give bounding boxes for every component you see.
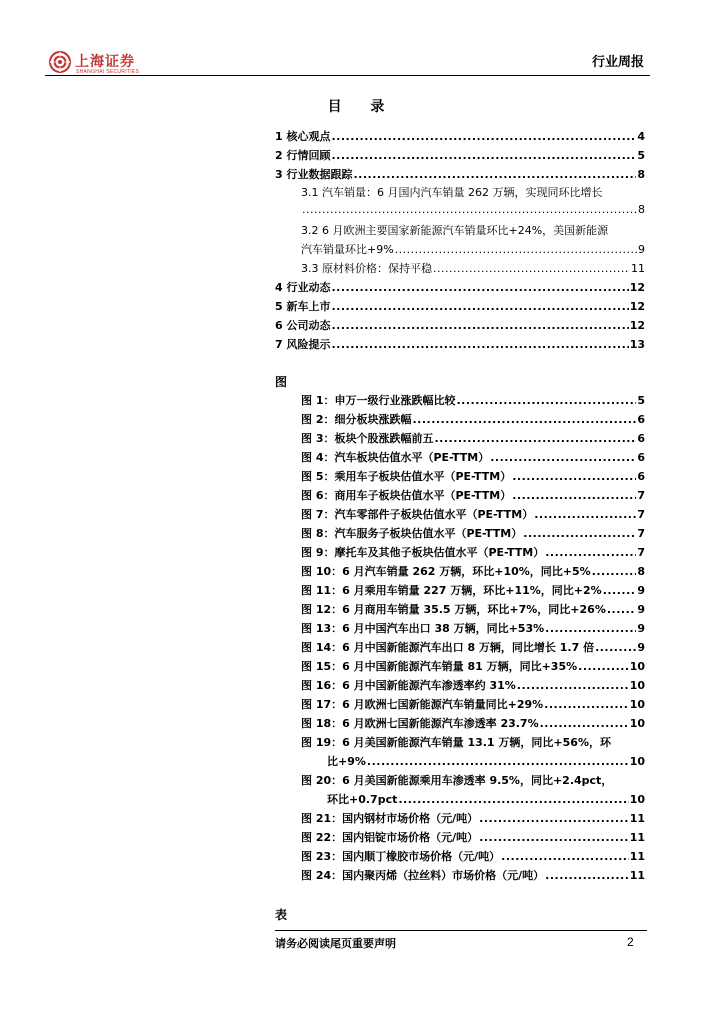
figure-entry[interactable] xyxy=(301,392,645,408)
figure-entry[interactable] xyxy=(301,715,645,731)
toc-entry-page: 8 xyxy=(637,168,645,181)
toc-entry[interactable] xyxy=(275,298,645,314)
toc-subentry[interactable] xyxy=(301,203,645,216)
figure-entry-page: 7 xyxy=(637,546,645,559)
toc-entry-page: 5 xyxy=(637,149,645,162)
figure-entry-label: 图 24：国内聚丙烯（拉丝料）市场价格（元/吨） xyxy=(301,869,545,882)
toc-leader-dots xyxy=(607,603,636,616)
toc-title: 目 录 xyxy=(327,99,397,115)
figure-entry-label-continued: 比+9% xyxy=(327,755,366,768)
figure-entry-label: 图 18：6 月欧洲七国新能源汽车渗透率 23.7% xyxy=(301,717,539,730)
figure-entry-label: 图 23：国内顺丁橡胶市场价格（元/吨） xyxy=(301,850,501,863)
toc-leader-dots xyxy=(545,546,636,559)
figure-entry-label: 图 16：6 月中国新能源汽车渗透率约 31% xyxy=(301,679,516,692)
footer-disclaimer: 请务必阅读尾页重要声明 xyxy=(275,937,396,950)
toc-leader-dots xyxy=(331,300,628,313)
figure-entry[interactable] xyxy=(301,620,645,636)
toc-entry[interactable] xyxy=(275,279,645,295)
figure-entry-label: 图 12：6 月商用车销量 35.5 万辆，环比+7%，同比+26% xyxy=(301,603,606,616)
toc-entry-page: 12 xyxy=(629,281,645,294)
figure-entry[interactable] xyxy=(327,791,645,807)
logo-english-name: SHANGHAI SECURITIES xyxy=(76,69,140,75)
figure-entry[interactable] xyxy=(301,867,645,883)
toc-entry-page: 13 xyxy=(629,338,645,351)
tables-heading: 表 xyxy=(275,908,288,922)
figure-entry-label: 图 22：国内铝锭市场价格（元/吨） xyxy=(301,831,479,844)
toc-entry[interactable] xyxy=(275,147,645,163)
page-header xyxy=(45,49,650,77)
figure-entry[interactable] xyxy=(301,829,645,845)
toc-leader-dots xyxy=(331,338,628,351)
toc-leader-dots xyxy=(367,755,629,768)
figure-entry-label: 图 15：6 月中国新能源汽车销量 81 万辆，同比+35% xyxy=(301,660,578,673)
figure-entry-label: 图 4：汽车板块估值水平（PE-TTM） xyxy=(301,451,490,464)
figure-entry-page: 6 xyxy=(637,432,645,445)
figure-entry-page: 11 xyxy=(629,812,645,825)
figure-entry-page: 10 xyxy=(629,755,645,768)
toc-subentry[interactable] xyxy=(301,241,645,257)
figure-entry-page: 5 xyxy=(637,394,645,407)
toc-entry-page: 11 xyxy=(631,262,645,275)
toc-leader-dots xyxy=(501,850,629,863)
toc-leader-dots xyxy=(517,679,629,692)
figure-entry-page: 7 xyxy=(637,489,645,502)
figure-entry[interactable] xyxy=(301,525,645,541)
toc-leader-dots xyxy=(412,413,636,426)
figure-entry-label: 图 7：汽车零部件子板块估值水平（PE-TTM） xyxy=(301,508,534,521)
toc-leader-dots xyxy=(302,203,637,216)
toc-entry-page: 8 xyxy=(638,203,645,216)
toc-entry-label-continued: 汽车销量环比+9% xyxy=(301,243,394,256)
figure-entry-page: 9 xyxy=(637,584,645,597)
toc-leader-dots xyxy=(434,432,636,445)
toc-leader-dots xyxy=(490,451,636,464)
page-number: 2 xyxy=(627,935,634,949)
figure-entry[interactable] xyxy=(327,753,645,769)
toc-leader-dots xyxy=(523,527,636,540)
toc-entry-page: 12 xyxy=(629,319,645,332)
figure-entry-page: 9 xyxy=(637,622,645,635)
figure-entry-label: 图 1：申万一级行业涨跌幅比较 xyxy=(301,394,456,407)
figure-entry[interactable] xyxy=(301,411,645,427)
toc-leader-dots xyxy=(545,622,636,635)
toc-entry-label: 4 行业动态 xyxy=(275,281,331,294)
toc-entry-label: 5 新车上市 xyxy=(275,300,331,313)
figure-entry-label-continued: 环比+0.7pct xyxy=(327,793,398,806)
figure-entry-page: 10 xyxy=(629,717,645,730)
figure-entry[interactable] xyxy=(301,487,645,503)
figure-entry[interactable] xyxy=(301,639,645,655)
toc-subentry[interactable] xyxy=(301,260,645,276)
figure-entry[interactable] xyxy=(301,601,645,617)
report-type: 行业周报 xyxy=(591,55,644,70)
toc-entry-label: 3.3 原材料价格：保持平稳 xyxy=(301,262,432,275)
figures-heading: 图 xyxy=(275,375,288,389)
logo-chinese-name: 上海证券 xyxy=(75,54,135,70)
figure-entry-page: 11 xyxy=(629,869,645,882)
figure-entry-label: 图 3：板块个股涨跌幅前五 xyxy=(301,432,434,445)
toc-entry[interactable] xyxy=(275,128,645,144)
toc-leader-dots xyxy=(545,869,629,882)
figure-entry-label: 图 14：6 月中国新能源汽车出口 8 万辆，同比增长 1.7 倍 xyxy=(301,641,595,654)
figure-entry-label: 图 21：国内钢材市场价格（元/吨） xyxy=(301,812,479,825)
toc-entry-label: 7 风险提示 xyxy=(275,338,331,351)
toc-entry-label: 6 公司动态 xyxy=(275,319,331,332)
footer-divider xyxy=(275,930,647,931)
figure-entry[interactable] xyxy=(301,544,645,560)
figure-entry-page: 10 xyxy=(629,679,645,692)
toc-leader-dots xyxy=(331,149,636,162)
figure-entry-page: 10 xyxy=(629,698,645,711)
figure-entry-page: 9 xyxy=(637,603,645,616)
toc-subentry-label: 3.1 汽车销量：6 月国内汽车销量 262 万辆，实现同环比增长 xyxy=(301,186,603,199)
toc-entry-page: 12 xyxy=(629,300,645,313)
figure-entry-page: 7 xyxy=(637,527,645,540)
figure-entry[interactable] xyxy=(301,696,645,712)
figure-entry-label: 图 2：细分板块涨跌幅 xyxy=(301,413,412,426)
figure-entry[interactable] xyxy=(301,506,645,522)
toc-leader-dots xyxy=(512,470,636,483)
figure-entry-page: 9 xyxy=(637,641,645,654)
toc-leader-dots xyxy=(395,243,637,256)
toc-subentry-label: 3.2 6 月欧洲主要国家新能源汽车销量环比+24%，美国新能源 xyxy=(301,224,609,237)
toc-leader-dots xyxy=(353,168,636,181)
toc-entry[interactable] xyxy=(275,317,645,333)
toc-leader-dots xyxy=(479,831,629,844)
toc-entry[interactable] xyxy=(275,166,645,182)
toc-leader-dots xyxy=(331,319,628,332)
toc-entry-page: 9 xyxy=(638,243,645,256)
toc-entry-label: 1 核心观点 xyxy=(275,130,331,143)
toc-leader-dots xyxy=(512,489,636,502)
toc-leader-dots xyxy=(540,717,629,730)
toc-entry-page: 4 xyxy=(637,130,645,143)
figure-entry[interactable] xyxy=(301,658,645,674)
figure-entry-label: 图 13：6 月中国汽车出口 38 万辆，同比+53% xyxy=(301,622,545,635)
figure-entry-page: 11 xyxy=(629,831,645,844)
figure-entry[interactable] xyxy=(301,449,645,465)
toc-leader-dots xyxy=(398,793,628,806)
figure-entry-page: 6 xyxy=(637,470,645,483)
header-divider xyxy=(45,75,650,76)
toc-leader-dots xyxy=(592,565,637,578)
figure-entry-page: 6 xyxy=(637,451,645,464)
figure-entry-label: 图 9：摩托车及其他子板块估值水平（PE-TTM） xyxy=(301,546,545,559)
figure-entry-label: 图 19：6 月美国新能源汽车销量 13.1 万辆，同比+56%，环 xyxy=(301,736,611,749)
toc-leader-dots xyxy=(433,262,630,275)
figure-entry[interactable] xyxy=(301,677,645,693)
figure-entry[interactable] xyxy=(301,430,645,446)
figure-entry[interactable] xyxy=(301,810,645,826)
figure-entry-label: 图 6：商用车子板块估值水平（PE-TTM） xyxy=(301,489,512,502)
figure-entry-page: 10 xyxy=(629,660,645,673)
figure-entry-page: 11 xyxy=(629,850,645,863)
toc-leader-dots xyxy=(544,698,629,711)
toc-leader-dots xyxy=(479,812,629,825)
figure-entry-page: 7 xyxy=(637,508,645,521)
toc-leader-dots xyxy=(456,394,636,407)
figure-entry-label: 图 20：6 月美国新能源乘用车渗透率 9.5%，同比+2.4pct， xyxy=(301,774,613,787)
toc-leader-dots xyxy=(578,660,629,673)
toc-entry[interactable] xyxy=(275,336,645,352)
shanghai-securities-logo-icon xyxy=(49,51,71,73)
toc-leader-dots xyxy=(603,584,637,597)
figure-entry[interactable] xyxy=(301,582,645,598)
figure-entry-label: 图 5：乘用车子板块估值水平（PE-TTM） xyxy=(301,470,512,483)
figure-entry-page: 10 xyxy=(629,793,645,806)
toc-leader-dots xyxy=(331,281,628,294)
figure-entry[interactable] xyxy=(301,848,645,864)
toc-leader-dots xyxy=(534,508,636,521)
figure-entry[interactable] xyxy=(301,563,645,579)
figure-entry-label: 图 17：6 月欧洲七国新能源汽车销量同比+29% xyxy=(301,698,544,711)
figure-entry-page: 8 xyxy=(637,565,645,578)
figure-entry-page: 6 xyxy=(637,413,645,426)
toc-leader-dots xyxy=(331,130,636,143)
toc-entry-label: 2 行情回顾 xyxy=(275,149,331,162)
figure-entry-label: 图 8：汽车服务子板块估值水平（PE-TTM） xyxy=(301,527,523,540)
figure-entry-label: 图 10：6 月汽车销量 262 万辆，环比+10%，同比+5% xyxy=(301,565,591,578)
toc-entry-label: 3 行业数据跟踪 xyxy=(275,168,353,181)
figure-entry-label: 图 11：6 月乘用车销量 227 万辆，环比+11%，同比+2% xyxy=(301,584,602,597)
toc-leader-dots xyxy=(595,641,636,654)
figure-entry[interactable] xyxy=(301,468,645,484)
